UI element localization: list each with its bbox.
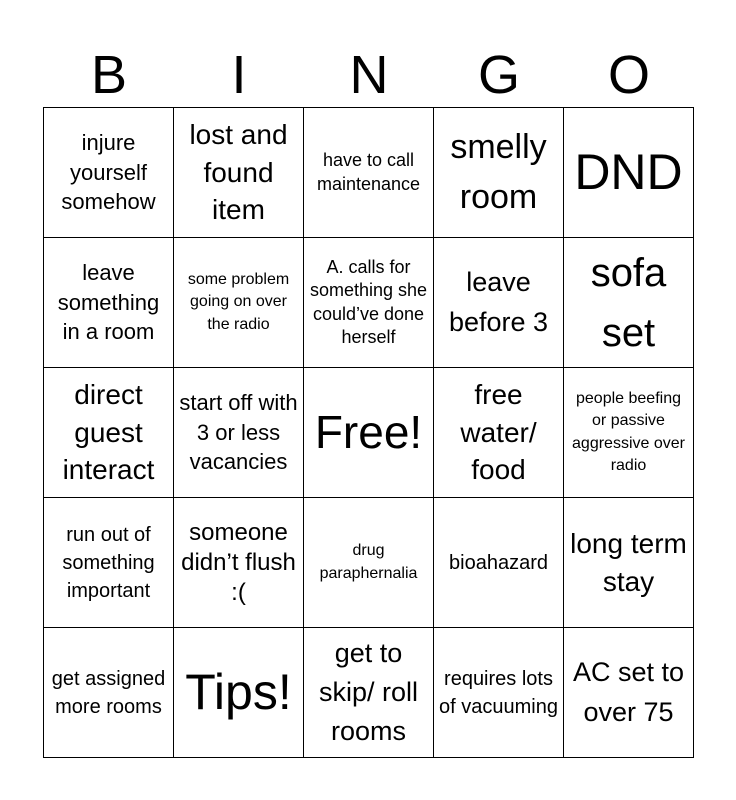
- bingo-cell[interactable]: run out of something important: [44, 498, 174, 628]
- bingo-cell[interactable]: long term stay: [564, 498, 694, 628]
- bingo-cell[interactable]: direct guest interact: [44, 368, 174, 498]
- bingo-cell[interactable]: some problem going on over the radio: [174, 238, 304, 368]
- bingo-header: [44, 42, 694, 108]
- bingo-cell[interactable]: smelly room: [434, 108, 564, 238]
- bingo-cell[interactable]: injure yourself somehow: [44, 108, 174, 238]
- bingo-cell[interactable]: leave something in a room: [44, 238, 174, 368]
- header-letter-i: I: [231, 45, 247, 105]
- bingo-cell[interactable]: A. calls for something she could’ve done herself: [304, 238, 434, 368]
- bingo-cell[interactable]: free water/ food: [434, 368, 564, 498]
- bingo-grid: [43, 107, 694, 758]
- bingo-cell[interactable]: bioahazard: [434, 498, 564, 628]
- bingo-cell[interactable]: have to call maintenance: [304, 108, 434, 238]
- bingo-cell[interactable]: get to skip/ roll rooms: [304, 628, 434, 758]
- bingo-cell[interactable]: get assigned more rooms: [44, 628, 174, 758]
- header-letter-b: B: [90, 45, 128, 105]
- bingo-cell[interactable]: requires lots of vacuuming: [434, 628, 564, 758]
- bingo-cell[interactable]: lost and found item: [174, 108, 304, 238]
- bingo-cell[interactable]: leave before 3: [434, 238, 564, 368]
- header-letter-n: N: [349, 45, 389, 105]
- bingo-cell[interactable]: DND: [564, 108, 694, 238]
- bingo-cell[interactable]: AC set to over 75: [564, 628, 694, 758]
- bingo-cell[interactable]: sofa set: [564, 238, 694, 368]
- header-letter-o: O: [607, 45, 650, 105]
- bingo-cell[interactable]: someone didn’t flush :(: [174, 498, 304, 628]
- bingo-cell[interactable]: start off with 3 or less vacancies: [174, 368, 304, 498]
- bingo-cell[interactable]: people beefing or passive aggressive over radio: [564, 368, 694, 498]
- bingo-cell[interactable]: drug paraphernalia: [304, 498, 434, 628]
- bingo-cell-free[interactable]: Free!: [304, 368, 434, 498]
- bingo-cell[interactable]: Tips!: [174, 628, 304, 758]
- header-letter-g: G: [477, 45, 520, 105]
